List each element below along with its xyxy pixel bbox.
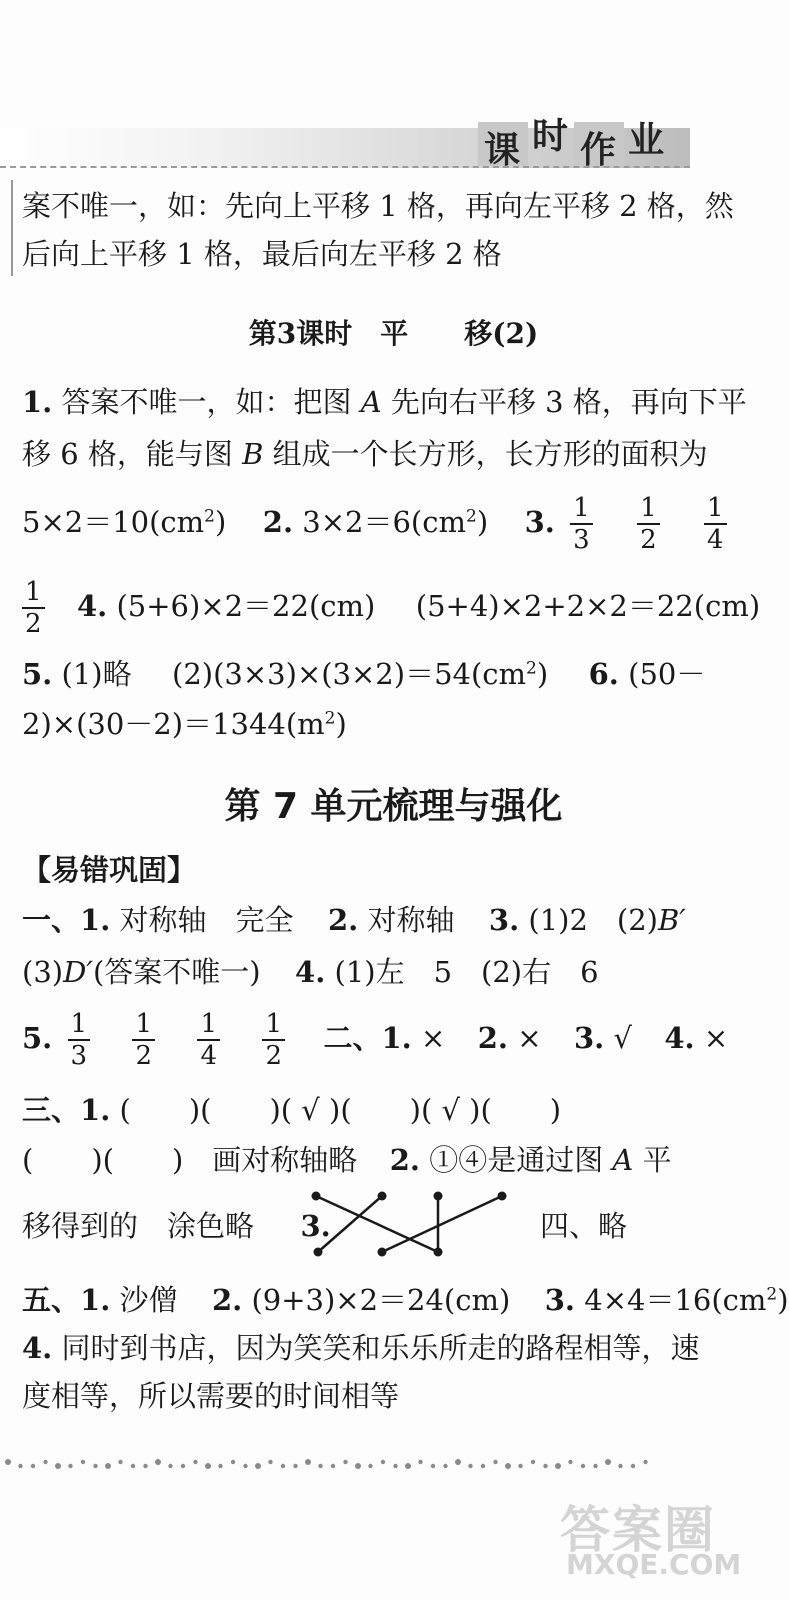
fraction: $\frac{1}{2}$ bbox=[132, 1009, 155, 1071]
match-line bbox=[318, 1196, 382, 1252]
text: (1)2 (2) bbox=[519, 903, 658, 937]
footer-dot bbox=[243, 1464, 247, 1468]
u7-part3-line3 bbox=[22, 1208, 331, 1244]
footer-dot bbox=[31, 1464, 35, 1468]
text: (5+4)×2+2×2＝22(cm) bbox=[415, 589, 761, 623]
text: (1)左 5 (2)右 6 bbox=[325, 955, 599, 989]
part-number: 一、 bbox=[22, 903, 81, 937]
point-label: B′ bbox=[658, 903, 686, 937]
footer-dot bbox=[181, 1464, 185, 1468]
s3-q1-q3-line bbox=[22, 492, 733, 555]
u7-part1-line2 bbox=[22, 954, 599, 990]
figure-label: B bbox=[242, 437, 264, 471]
s3-q5-line bbox=[22, 656, 705, 692]
footer-dot bbox=[543, 1464, 547, 1468]
footer-dot bbox=[155, 1459, 161, 1465]
error-review-tag: 【易错巩固】 bbox=[22, 853, 197, 887]
footer-dot bbox=[481, 1464, 485, 1468]
text: ) bbox=[777, 1283, 789, 1317]
footer-dot bbox=[505, 1463, 511, 1469]
text: 组成一个长方形，长方形的面积为 bbox=[263, 437, 708, 471]
fraction: $\frac{1}{4}$ bbox=[197, 1009, 220, 1071]
footer-dot bbox=[18, 1464, 22, 1468]
q-number: 2. bbox=[389, 1143, 420, 1177]
badge-char: 课 bbox=[484, 130, 521, 171]
footer-dot bbox=[293, 1464, 297, 1468]
match-dot bbox=[378, 1248, 387, 1257]
footer-dot bbox=[555, 1463, 561, 1469]
text: × bbox=[507, 1021, 542, 1055]
text: 沙僧 bbox=[110, 1283, 178, 1317]
u7-part3-line1 bbox=[22, 1092, 561, 1128]
badge-char: 业 bbox=[628, 120, 665, 161]
text: 答案不唯一，如：把图 bbox=[52, 385, 361, 419]
figure-label: A bbox=[612, 1143, 634, 1177]
point-label: D′ bbox=[63, 955, 93, 989]
part-number: 三、 bbox=[22, 1093, 81, 1127]
u7-part1-line1 bbox=[22, 902, 686, 938]
footer-dot bbox=[343, 1460, 347, 1464]
footer-dot bbox=[131, 1464, 135, 1468]
figure-label: A bbox=[360, 385, 382, 419]
match-dot bbox=[434, 1248, 443, 1257]
q-number: 2. bbox=[262, 505, 294, 539]
footer-dot bbox=[331, 1464, 335, 1468]
footer-dot bbox=[531, 1460, 535, 1464]
intro-line-1: 案不唯一，如：先向上平移 1 格，再向左平移 2 格，然 bbox=[22, 189, 734, 223]
footer-dot bbox=[268, 1460, 272, 1464]
footer-dot bbox=[105, 1463, 111, 1469]
s3-q4-line bbox=[22, 576, 760, 639]
q-number: 1. bbox=[80, 903, 111, 937]
text: ) bbox=[536, 657, 549, 691]
text: 5×2＝10(cm bbox=[22, 505, 205, 539]
footer-dot bbox=[55, 1463, 61, 1469]
footer-dot bbox=[43, 1460, 47, 1464]
footer-dot bbox=[305, 1459, 311, 1465]
q-number: 3. bbox=[573, 1021, 605, 1055]
text: ) bbox=[476, 505, 489, 539]
text: 平 bbox=[633, 1143, 672, 1177]
text: (9+3)×2＝24(cm) bbox=[242, 1283, 511, 1317]
match-dot bbox=[498, 1192, 507, 1201]
u7-part5-line2 bbox=[22, 1330, 700, 1366]
text: (50－ bbox=[618, 657, 706, 691]
intro-line-2: 后向上平移 1 格，最后向左平移 2 格 bbox=[22, 237, 502, 271]
q-number: 6. bbox=[588, 657, 619, 691]
match-line bbox=[316, 1196, 438, 1252]
footer-dot bbox=[643, 1460, 647, 1464]
footer-dot bbox=[355, 1463, 361, 1469]
footer-dot bbox=[318, 1464, 322, 1468]
footer-dot bbox=[193, 1460, 197, 1464]
part-number: 二、 bbox=[323, 1021, 382, 1055]
footer-dot bbox=[493, 1460, 497, 1464]
text: (答案不唯一) bbox=[92, 955, 261, 989]
fraction: $\frac{1}{4}$ bbox=[704, 493, 727, 555]
fraction: $\frac{1}{2}$ bbox=[262, 1009, 285, 1071]
badge-char: 时 bbox=[532, 116, 569, 157]
footer-dot bbox=[393, 1464, 397, 1468]
footer-dot bbox=[418, 1460, 422, 1464]
text: (1)略 bbox=[52, 657, 132, 691]
matching-lines-diagram bbox=[306, 1188, 516, 1268]
footer-dot bbox=[605, 1459, 611, 1465]
section-3-title: 第3课时 平 移(2) bbox=[248, 317, 539, 350]
text: 先向右平移 3 格，再向下平 bbox=[381, 385, 747, 419]
text: ( )( ) 画对称轴略 bbox=[22, 1143, 358, 1177]
text: 对称轴 完全 bbox=[110, 903, 294, 937]
match-dot bbox=[434, 1192, 443, 1201]
footer-dot bbox=[255, 1463, 261, 1469]
s3-q6-line bbox=[22, 706, 347, 742]
lesson-homework-badge bbox=[478, 108, 678, 171]
q-number: 1. bbox=[381, 1021, 412, 1055]
q-number: 1. bbox=[80, 1283, 111, 1317]
q-number: 2. bbox=[211, 1283, 243, 1317]
q-number: 4. bbox=[295, 955, 326, 989]
text: 3×2＝6(cm bbox=[293, 505, 466, 539]
text: (2)(3×3)×(3×2)＝54(cm bbox=[172, 657, 527, 691]
footer-dot bbox=[405, 1463, 411, 1469]
part-number: 五、 bbox=[22, 1283, 81, 1317]
q-number: 3. bbox=[544, 1283, 576, 1317]
text: ( )( )( √ )( )( √ )( ) bbox=[110, 1093, 562, 1127]
footer-dotted-rule bbox=[0, 1456, 660, 1472]
text: × bbox=[411, 1021, 446, 1055]
text: 同时到书店，因为笑笑和乐乐所走的路程相等，速 bbox=[52, 1331, 700, 1365]
footer-dot bbox=[631, 1464, 635, 1468]
text: 移 6 格，能与图 bbox=[22, 437, 243, 471]
q-number: 3. bbox=[488, 903, 520, 937]
text: ) bbox=[215, 505, 227, 539]
footer-dot bbox=[518, 1464, 522, 1468]
text: (5+6)×2＝22(cm) bbox=[107, 589, 376, 623]
q-number: 2. bbox=[327, 903, 359, 937]
footer-dot bbox=[618, 1464, 622, 1468]
fraction: $\frac{1}{2}$ bbox=[22, 577, 45, 639]
superscript: 2 bbox=[324, 708, 336, 729]
footer-dot bbox=[218, 1464, 222, 1468]
q-number: 5. bbox=[22, 1021, 53, 1055]
match-line bbox=[382, 1196, 502, 1252]
footer-dot bbox=[568, 1460, 572, 1464]
s3-q1-line2 bbox=[22, 436, 708, 472]
q-number: 4. bbox=[22, 1331, 53, 1365]
q-number: 4. bbox=[664, 1021, 695, 1055]
unit-7-title: 第 7 单元梳理与强化 bbox=[224, 786, 563, 827]
watermark-url: MXQE.COM bbox=[566, 1548, 742, 1581]
u7-part1-part2-line bbox=[22, 1008, 728, 1071]
footer-dot bbox=[368, 1464, 372, 1468]
footer-dot bbox=[455, 1459, 461, 1465]
footer-dot bbox=[581, 1464, 585, 1468]
fraction: $\frac{1}{3}$ bbox=[570, 493, 593, 555]
footer-dot bbox=[431, 1464, 435, 1468]
q-number: 1. bbox=[80, 1093, 111, 1127]
u7-part4: 四、略 bbox=[540, 1209, 628, 1243]
s3-q1-line1 bbox=[22, 384, 747, 420]
text: 4×4＝16(cm bbox=[575, 1283, 767, 1317]
superscript: 2 bbox=[766, 1284, 778, 1305]
superscript: 2 bbox=[526, 658, 537, 679]
fraction: $\frac{1}{3}$ bbox=[68, 1009, 91, 1071]
q-number: 3. bbox=[524, 505, 555, 539]
text: √ bbox=[604, 1021, 632, 1055]
match-dot bbox=[312, 1192, 321, 1201]
footer-dot bbox=[143, 1464, 147, 1468]
text: 移得到的 涂色略 bbox=[22, 1209, 255, 1243]
footer-dot bbox=[81, 1460, 85, 1464]
q-number: 5. bbox=[22, 657, 53, 691]
q-number: 4. bbox=[76, 589, 108, 623]
superscript: 2 bbox=[465, 506, 477, 527]
footer-dot bbox=[593, 1464, 597, 1468]
footer-dot bbox=[168, 1464, 172, 1468]
u7-part5-line3: 度相等，所以需要的时间相等 bbox=[22, 1379, 400, 1413]
footer-dot bbox=[68, 1464, 72, 1468]
fraction: $\frac{1}{2}$ bbox=[637, 493, 660, 555]
u7-part5-line1 bbox=[22, 1282, 789, 1318]
watermark-logo: 答案圈 bbox=[560, 1501, 716, 1559]
footer-dot bbox=[381, 1460, 385, 1464]
footer-dot bbox=[468, 1464, 472, 1468]
footer-dot bbox=[205, 1463, 211, 1469]
footer-dot bbox=[5, 1459, 11, 1465]
match-dot bbox=[378, 1192, 387, 1201]
text: ) bbox=[335, 707, 347, 741]
footer-dot bbox=[281, 1464, 285, 1468]
badge-char: 作 bbox=[580, 130, 617, 171]
text: (3) bbox=[22, 955, 64, 989]
q-number: 3. bbox=[300, 1209, 331, 1243]
text: × bbox=[694, 1021, 729, 1055]
left-margin-bar bbox=[11, 180, 13, 276]
footer-dot bbox=[443, 1464, 447, 1468]
text: 2)×(30－2)＝1344(m bbox=[22, 707, 325, 741]
footer-dot bbox=[93, 1464, 97, 1468]
match-dot bbox=[314, 1248, 323, 1257]
text: 对称轴 bbox=[358, 903, 455, 937]
q-number: 2. bbox=[477, 1021, 508, 1055]
u7-part3-line2 bbox=[22, 1142, 672, 1178]
q-number: 1. bbox=[22, 385, 53, 419]
footer-dot bbox=[118, 1460, 122, 1464]
text: ①④是通过图 bbox=[419, 1143, 613, 1177]
footer-dot bbox=[231, 1460, 235, 1464]
superscript: 2 bbox=[204, 506, 215, 527]
